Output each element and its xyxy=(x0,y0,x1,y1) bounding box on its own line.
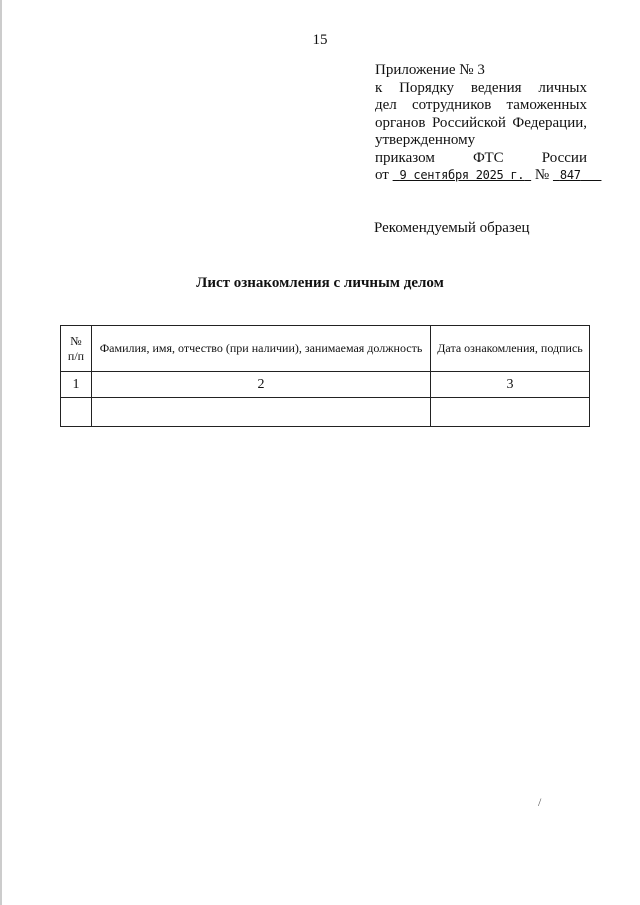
header-number: № п/п xyxy=(61,326,92,372)
column-number: 2 xyxy=(92,372,431,398)
header-name: Фамилия, имя, отчество (при наличии), занимаемая должность xyxy=(92,326,431,372)
header-date: Дата ознакомления, подпись xyxy=(431,326,590,372)
order-line xyxy=(375,167,587,185)
appendix-line: органов Российской Федерации, xyxy=(375,114,587,131)
appendix-title: Приложение № 3 xyxy=(375,62,485,78)
page-edge xyxy=(0,0,2,905)
order-number xyxy=(553,168,602,182)
scan-mark: / xyxy=(538,795,542,809)
recommended-sample-label: Рекомендуемый образец xyxy=(374,220,530,236)
appendix-line: дел сотрудников таможенных xyxy=(375,97,587,113)
table-cell xyxy=(431,398,590,427)
table-row xyxy=(61,372,590,398)
appendix-line: приказом ФТС России xyxy=(375,149,587,166)
appendix-line: утвержденному xyxy=(375,132,476,148)
acknowledgement-table xyxy=(60,325,590,427)
page-number: 15 xyxy=(312,32,328,48)
table-row xyxy=(61,398,590,427)
table-cell xyxy=(92,398,431,427)
order-prefix: от xyxy=(375,167,389,183)
appendix-block xyxy=(375,62,587,185)
table-header-row xyxy=(61,326,590,372)
column-number: 1 xyxy=(61,372,92,398)
column-number: 3 xyxy=(431,372,590,398)
order-date-text: 9 сентября 2025 г. xyxy=(399,168,525,182)
document-title: Лист ознакомления с личным делом xyxy=(196,275,444,291)
order-date xyxy=(393,168,532,182)
table-cell xyxy=(61,398,92,427)
appendix-line: к Порядку ведения личных xyxy=(375,79,587,96)
order-number-label: № xyxy=(534,167,550,183)
order-number-text: 847 xyxy=(559,168,581,182)
